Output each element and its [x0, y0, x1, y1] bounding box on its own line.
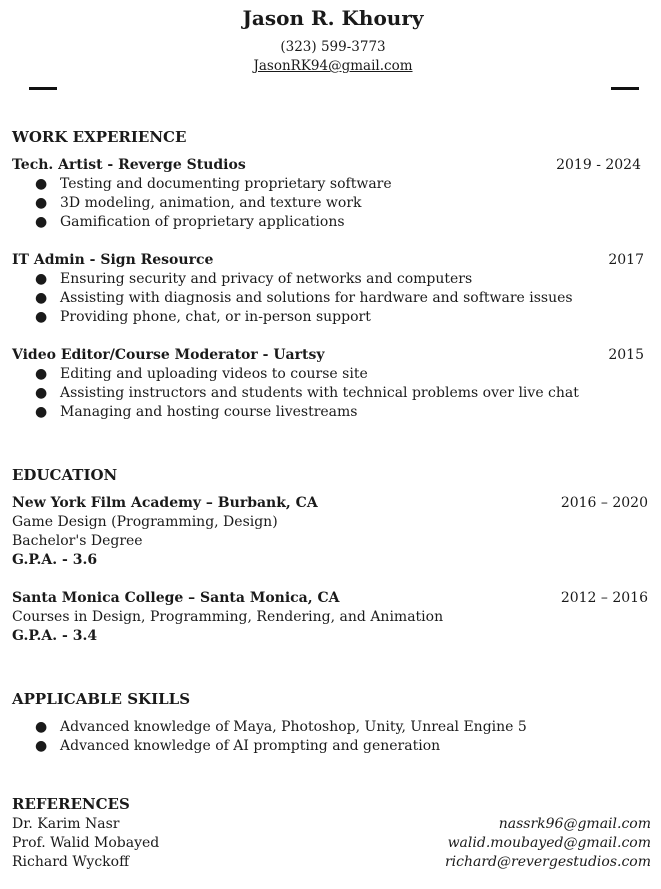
job-title: Video Editor/Course Moderator - Uartsy: [12, 347, 325, 363]
job-bullet-text: Managing and hosting course livestreams: [60, 404, 358, 420]
job-bullet: ● Editing and uploading videos to course site: [35, 366, 368, 382]
job-bullet-text: Gamification of proprietary applications: [60, 214, 345, 230]
job-bullet-text: 3D modeling, animation, and texture work: [60, 195, 362, 211]
job-title: IT Admin - Sign Resource: [12, 252, 214, 268]
reference-email[interactable]: walid.moubayed@gmail.com: [447, 835, 651, 851]
job-bullet: ● Assisting instructors and students with technical problems over live chat: [35, 385, 579, 401]
school-title: New York Film Academy – Burbank, CA: [12, 495, 318, 511]
job-bullet-text: Assisting with diagnosis and solutions for hardware and software issues: [60, 290, 573, 306]
email-address: [0, 58, 661, 74]
job-bullet: ● Gamification of proprietary applications: [35, 214, 345, 230]
reference-email[interactable]: nassrk96@gmail.com: [498, 816, 651, 832]
right-divider: [611, 87, 639, 90]
skills-heading: APPLICABLE SKILLS: [12, 690, 191, 708]
job-bullet: ● Assisting with diagnosis and solutions for hardware and software issues: [35, 290, 573, 306]
references-heading: REFERENCES: [12, 795, 130, 813]
reference-name: Prof. Walid Mobayed: [12, 835, 160, 851]
job-bullet-text: Assisting instructors and students with technical problems over live chat: [60, 385, 579, 401]
education-heading: EDUCATION: [12, 466, 118, 484]
skill-text: Advanced knowledge of Maya, Photoshop, Unity, Unreal Engine 5: [60, 719, 527, 735]
skill-text: Advanced knowledge of AI prompting and generation: [60, 738, 441, 754]
job-years: 2015: [608, 347, 644, 363]
school-gpa: G.P.A. - 3.6: [12, 552, 98, 568]
job-bullet-text: Testing and documenting proprietary software: [60, 176, 392, 192]
job-bullet: ● Providing phone, chat, or in-person support: [35, 309, 371, 325]
school-detail: Game Design (Programming, Design): [12, 514, 278, 530]
job-years: 2019 - 2024: [556, 157, 641, 173]
reference-email[interactable]: richard@revergestudios.com: [444, 854, 651, 870]
job-years: 2017: [608, 252, 644, 268]
job-title: Tech. Artist - Reverge Studios: [12, 157, 246, 173]
school-years: 2016 – 2020: [560, 495, 648, 511]
skill-bullet: ● Advanced knowledge of Maya, Photoshop, Unity, Unreal Engine 5: [35, 719, 527, 735]
school-detail: Courses in Design, Programming, Rendering, and Animation: [12, 609, 444, 625]
school-detail: Bachelor's Degree: [12, 533, 143, 549]
skill-bullet: ● Advanced knowledge of AI prompting and generation: [35, 738, 441, 754]
email-link[interactable]: JasonRK94@gmail.com: [253, 58, 413, 74]
left-divider: [29, 87, 57, 90]
job-bullet-text: Ensuring security and privacy of networks and computers: [60, 271, 473, 287]
job-bullet: ● Ensuring security and privacy of networks and computers: [35, 271, 473, 287]
job-bullet-text: Editing and uploading videos to course site: [60, 366, 368, 382]
job-bullet-text: Providing phone, chat, or in-person support: [60, 309, 371, 325]
job-bullet: ● 3D modeling, animation, and texture work: [35, 195, 362, 211]
resume-name: Jason R. Khoury: [242, 6, 424, 30]
work-experience-heading: WORK EXPERIENCE: [12, 128, 187, 146]
school-gpa: G.P.A. - 3.4: [12, 628, 98, 644]
school-years: 2012 – 2016: [560, 590, 648, 606]
phone-number: (323) 599-3773: [280, 39, 386, 55]
reference-name: Richard Wyckoff: [12, 854, 130, 870]
school-title: Santa Monica College – Santa Monica, CA: [12, 590, 340, 606]
reference-name: Dr. Karim Nasr: [12, 816, 120, 832]
job-bullet: ● Testing and documenting proprietary software: [35, 176, 392, 192]
job-bullet: ● Managing and hosting course livestreams: [35, 404, 358, 420]
